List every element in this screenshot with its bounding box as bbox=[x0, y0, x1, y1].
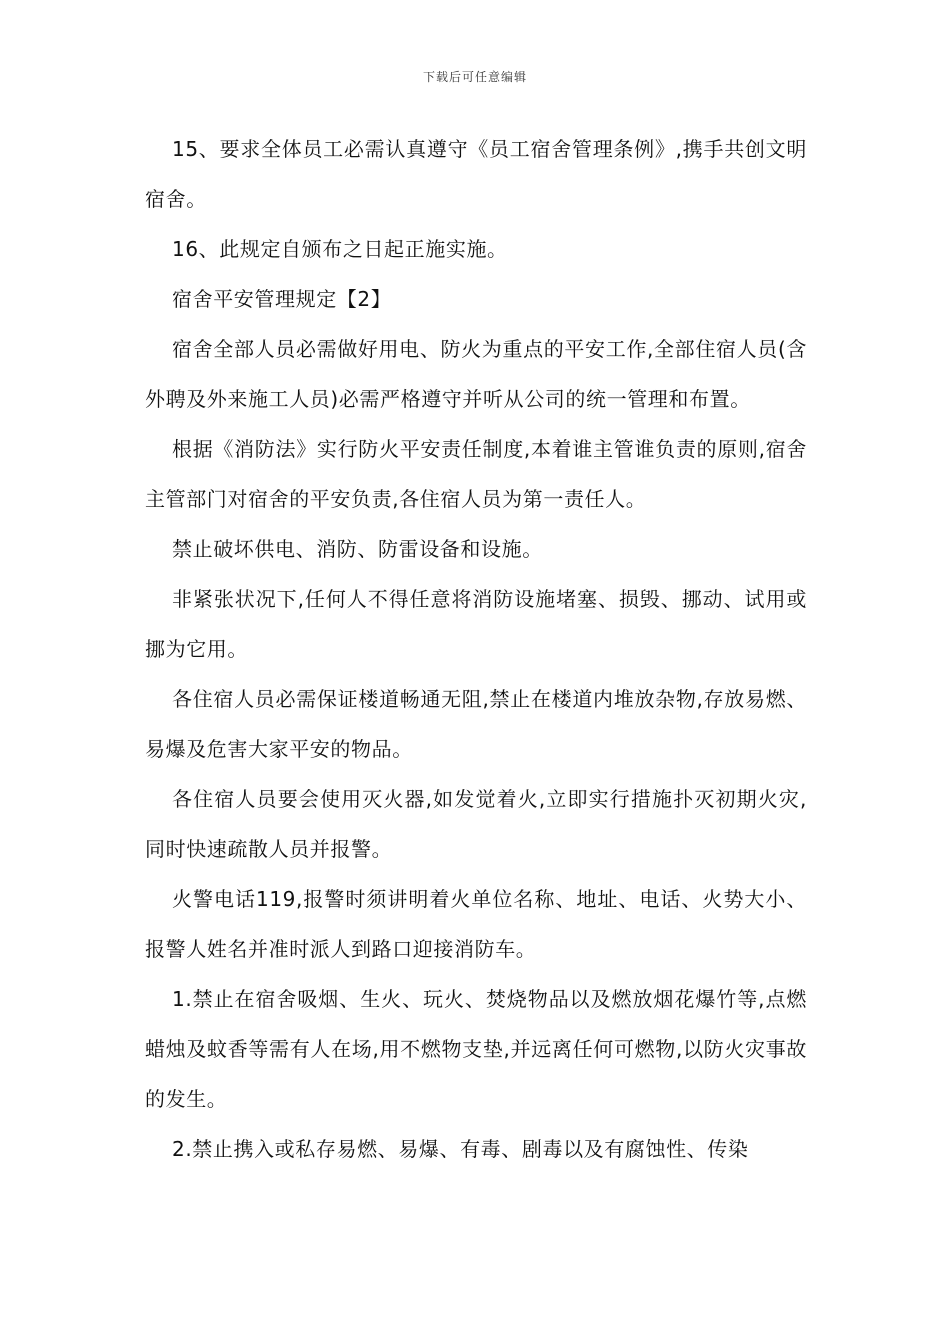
paragraph-fire-facilities: 非紧张状况下,任何人不得任意将消防设施堵塞、损毁、挪动、试用或挪为它用。 bbox=[145, 587, 807, 661]
paragraph-extinguisher: 各住宿人员要会使用灭火器,如发觉着火,立即实行措施扑灭初期火灾,同时快速疏散人员并报警。 bbox=[145, 787, 807, 861]
paragraph-no-damage: 禁止破坏供电、消防、防雷设备和设施。 bbox=[172, 537, 543, 561]
paragraph-general: 宿舍全部人员必需做好用电、防火为重点的平安工作,全部住宿人员(含外聘及外来施工人员)必需严格遵守并听从公司的统一管理和布置。 bbox=[145, 337, 807, 411]
paragraph-item-16: 16、此规定自颁布之日起正施实施。 bbox=[172, 237, 508, 261]
paragraph-fire-law: 根据《消防法》实行防火平安责任制度,本着谁主管谁负责的原则,宿舍主管部门对宿舍的平安负责,各住宿人员为第一责任人。 bbox=[145, 437, 807, 511]
paragraph-item-15: 15、要求全体员工必需认真遵守《员工宿舍管理条例》,携手共创文明宿舍。 bbox=[145, 137, 807, 211]
paragraph-rule-1: 1.禁止在宿舍吸烟、生火、玩火、焚烧物品以及燃放烟花爆竹等,点燃蜡烛及蚊香等需有人在场,用不燃物支垫,并远离任何可燃物,以防火灾事故的发生。 bbox=[145, 987, 807, 1111]
document-body bbox=[145, 124, 807, 1174]
paragraph-fire-alarm: 火警电话119,报警时须讲明着火单位名称、地址、电话、火势大小、报警人姓名并准时派人到路口迎接消防车。 bbox=[145, 887, 807, 961]
section-heading: 宿舍平安管理规定【2】 bbox=[172, 287, 392, 311]
paragraph-corridor: 各住宿人员必需保证楼道畅通无阻,禁止在楼道内堆放杂物,存放易燃、易爆及危害大家平安的物品。 bbox=[145, 687, 807, 761]
paragraph-rule-2: 2.禁止携入或私存易燃、易爆、有毒、剧毒以及有腐蚀性、传染 bbox=[172, 1137, 749, 1161]
header-note: 下载后可任意编辑 bbox=[422, 70, 527, 84]
